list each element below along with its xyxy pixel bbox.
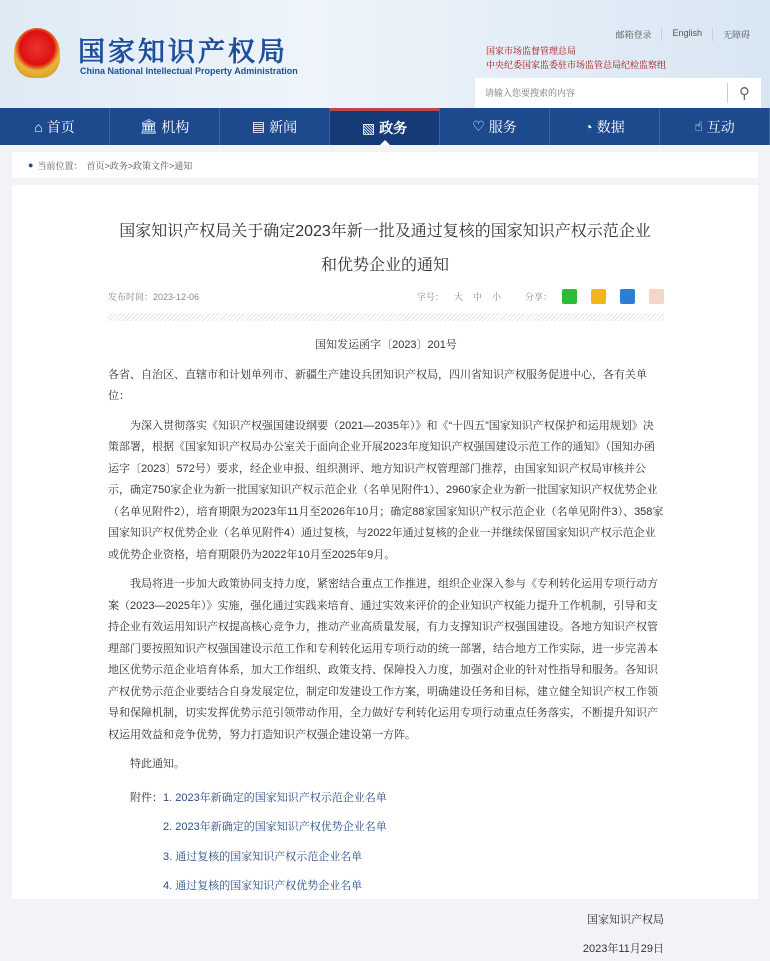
search-box [475,78,761,108]
mail-login-link[interactable]: 邮箱登录 [615,30,652,40]
nav-label: 新闻 [269,118,298,135]
samr-link[interactable]: 国家市场监督管理总局 [486,46,577,56]
font-size-label: 字号： [416,292,444,302]
document-number: 国知发运函字〔2023〕201号 [315,339,457,351]
attachment-link[interactable]: 1. 2023年新确定的国家知识产权示范企业名单 [163,791,387,804]
nav-data[interactable] [550,108,660,145]
accessibility-link[interactable]: 无障碍 [712,28,760,41]
attachment-label: 附件： [130,791,163,804]
hand-icon: ☝ [694,118,703,134]
attachment-link[interactable]: 4. 通过复核的国家知识产权优势企业名单 [163,880,363,893]
paragraph: 我局将进一步加大政策协同支持力度，紧密结合重点工作推进，组织企业深入参与《专利转化运用专项行动方案（2023—2025年）》实施，强化通过实践来培育、通过实效来评价的企业知识产权能力提升工作机制，引导和支持企业有效运用知识产权提高核心竞争力，推动产业高质量发展，有力支撑知识产权强国建设。各地方知识产权管理部门要按照知识产权强国建设示范工作和专利转化运用专项行动的统一部署，结合地方工作实际，进一步完善本地区优势示范企业培育体系，加大工作组织、政策支持、保障投入力度，加强对企业的针对性指导和服务。各知识产权优势示范企业要结合自身发展定位，制定印发建设工作方案，明确建设任务和目标，建立健全知识产权工作领导和保障机制，切实发挥优势示范引领带动作用，全力做好专利转化运用专项行动重点任务落实，不断提升知识产权运用效益和竞争优势，努力打造知识产权强企建设第一方阵。 [108,578,658,741]
font-medium[interactable]: 中 [472,292,482,302]
font-large[interactable]: 大 [453,292,463,302]
nav-label: 数据 [596,118,625,135]
article-meta [108,289,664,304]
logo-subtitle: China National Intellectual Property Administration [80,66,298,76]
article-title [12,215,758,283]
divider [108,313,664,321]
news-icon: ▤ [251,118,266,134]
paragraph: 为深入贯彻落实《知识产权强国建设纲要（2021—2035年）》和《“十四五”国家知识产权保护和运用规划》决策部署，根据《国家知识产权局办公室关于面向企业开展2023年度知识产权强国建设示范工作的通知》（国知办函运字〔2023〕572号）要求，经企业申报、组织测评、地方知识产权管理部门推荐，由国家知识产权局审核并公示，确定750家企业为新一批国家知识产权示范企业（名单见附件1）、2960家企业为新一批国家知识产权优势企业（名单见附件2），培育期限为2023年11月至2026年10月；确定88家国家知识产权示范企业（名单见附件3）、358家国家知识产权优势企业（名单见附件4）通过复核，与2022年通过复核的企业一并继续保留国家知识产权示范企业或优势企业资格，培育期限仍为2022年10月至2025年9月。 [108,419,664,561]
weibo-icon[interactable] [649,289,664,304]
nav-label: 服务 [488,118,517,135]
site-header [0,0,770,108]
closing: 特此通知。 [130,758,185,770]
signing-date: 2023年11月29日 [582,943,664,956]
attachment-link[interactable]: 3. 通过复核的国家知识产权示范企业名单 [163,850,363,863]
nav-government-affairs[interactable] [330,108,440,145]
breadcrumb-path[interactable]: 首页>政务>政策文件>通知 [86,160,193,171]
salutation: 各省、自治区、直辖市和计划单列市、新疆生产建设兵团知识产权局，四川省知识产权服务促进中心，各有关单位： [108,368,647,402]
article-body [108,335,664,961]
article-card [12,185,758,956]
publish-date: 发布时间：2023-12-06 [108,292,200,302]
pie-chart-icon: ◔ [584,118,593,135]
title-line: 国家知识产权局关于确定2023年新一批及通过复核的国家知识产权示范企业 [119,223,651,240]
nav-label: 首页 [46,118,75,135]
main-nav [0,108,770,145]
qzone-icon[interactable] [591,289,606,304]
nav-services[interactable] [440,108,550,145]
nav-news[interactable] [220,108,330,145]
font-small[interactable]: 小 [491,292,501,302]
heart-icon: ♡ [472,118,485,134]
breadcrumb [12,152,758,178]
building-icon: 🏛 [139,118,158,134]
nav-label: 机构 [161,118,190,135]
nav-interaction[interactable] [660,108,770,145]
english-link[interactable]: English [661,28,712,41]
logo-title[interactable]: 国家知识产权局 [78,37,288,67]
document-icon: ▧ [361,119,376,136]
nav-label: 政务 [379,120,408,136]
signature: 国家知识产权局 [587,913,664,926]
home-icon: ⌂ [34,118,43,135]
inspection-link[interactable]: 中央纪委国家监委驻市场监管总局纪检监察组 [486,60,667,70]
search-input[interactable] [475,88,727,98]
title-line: 和优势企业的通知 [320,257,449,274]
national-emblem-icon [14,28,60,78]
qq-icon[interactable] [620,289,635,304]
share-label: 分享： [524,292,552,302]
location-pin-icon: ● [28,160,34,170]
attachment-link[interactable]: 2. 2023年新确定的国家知识产权优势企业名单 [163,821,387,834]
nav-label: 互动 [706,118,735,135]
top-links [605,28,760,41]
nav-home[interactable] [0,108,110,145]
search-icon[interactable]: ⚲ [727,83,761,103]
wechat-icon[interactable] [562,289,577,304]
attachment-list [163,784,387,902]
nav-organization[interactable] [110,108,220,145]
breadcrumb-label: 当前位置： [37,160,83,171]
affiliate-links [486,44,666,72]
